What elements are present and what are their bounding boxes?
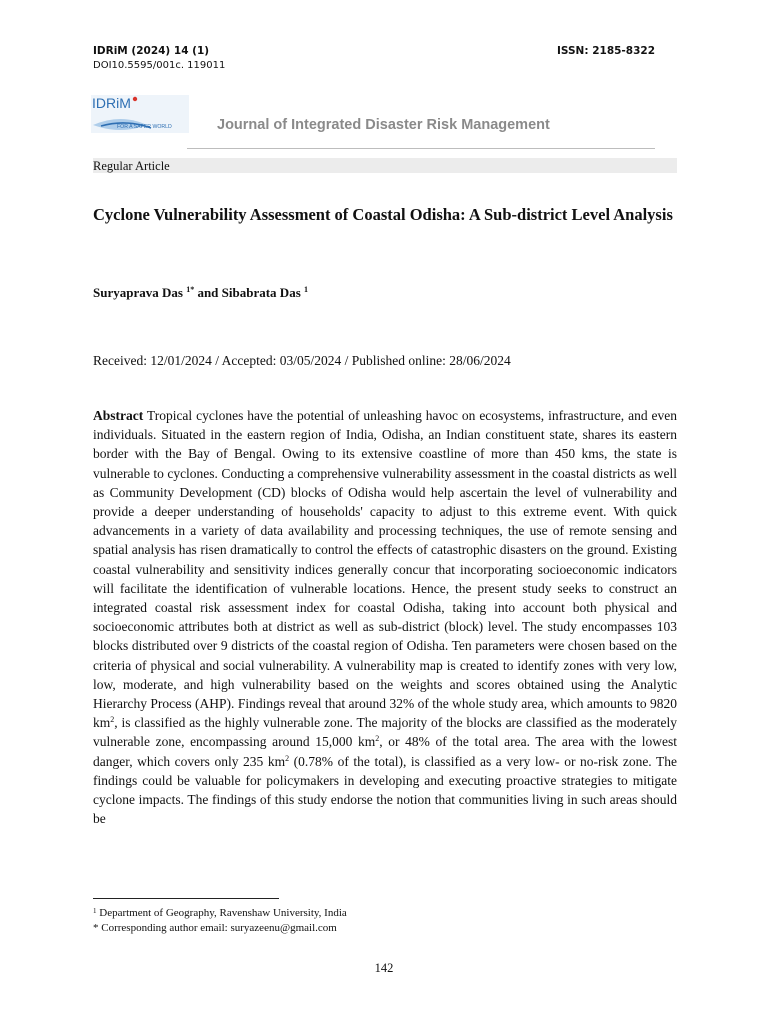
footnote-affiliation: [93, 907, 347, 919]
journal-name: [217, 117, 550, 133]
article-type: Regular Article: [93, 159, 170, 173]
superscript-2: 2: [375, 734, 380, 744]
journal-word-5: Management: [461, 117, 550, 133]
journal-word-4: Risk: [426, 117, 462, 133]
superscript-2: 2: [110, 715, 115, 725]
abstract-label: Abstract: [93, 408, 144, 423]
journal-word-2: Integrated: [291, 117, 366, 133]
abstract-text-4: (0.78% of the total), is classified as a very low- or no-risk zone. The findings could be valuable for policymakers in developing and executing proactive strategies to mitigate cyclone impacts. The findings of this study endorse the notion that communities living in such areas should be: [93, 753, 677, 827]
publication-dates: Received: 12/01/2024 / Accepted: 03/05/2024 / Published online: 28/06/2024: [93, 353, 511, 368]
author-2-affiliation: 1: [304, 285, 309, 294]
authors: [93, 285, 308, 301]
author-and: and: [197, 285, 219, 300]
journal-issue: IDRiM (2024) 14 (1): [93, 45, 210, 57]
footnote-mark: 1: [93, 907, 97, 915]
logo-text: IDRiM: [92, 95, 131, 111]
doi: DOI10.5595/001c. 119011: [93, 60, 226, 71]
page-number: 142: [374, 961, 394, 975]
author-2: Sibabrata Das: [221, 285, 301, 300]
issn: ISSN: 2185-8322: [557, 45, 656, 57]
footnote-corresponding-author: * Corresponding author email: suryazeenu@gmail.com: [93, 922, 337, 934]
article-type-bar: [93, 158, 677, 173]
journal-word-3: Disaster: [365, 117, 427, 133]
author-1-affiliation: 1*: [186, 285, 195, 294]
idrim-logo: [91, 95, 189, 133]
header-divider: [187, 148, 655, 149]
footnote-affiliation-text: Department of Geography, Ravenshaw University, India: [99, 907, 347, 919]
abstract-text-3: , or 48% of the total area. The area with the lowest danger, which covers only 235 km: [93, 734, 677, 769]
footnote-divider: [93, 898, 279, 899]
author-1: Suryaprava Das: [93, 285, 183, 300]
abstract-text-1: Tropical cyclones have the potential of unleashing havoc on ecosystems, infrastructure, and even individuals. Situated in the eastern region of India, Odisha, an Indian constituent state, shares its eastern border with the Bay of Bengal. Owing to its extensive coastline of more than 450 kms, the state is vulnerable to cyclones. Conducting a comprehensive vulnerability assessment in the coastal districts as well as Community Development (CD) blocks of Odisha would help ascertain the level of vulnerability and provide a deeper understanding of households' capacity to adjust to this extreme event. With quick advancements in a variety of data availability and processing techniques, the use of remote sensing and spatial analysis has risen dramatically to control the effects of catastrophic disasters on the ground. Existing coastal vulnerability and sensitivity indices generally concur that incorporating socioeconomic indicators will facilitate the identification of vulnerable locations. Hence, the present study seeks to construct an integrated coastal risk assessment index for coastal Odisha, taking into account both physical and socioeconomic attributes both at district as well as sub-district (block) level. The study encompasses 103 blocks distributed over 9 districts of the coastal region of Odisha. Ten parameters were chosen based on the criteria of physical and social vulnerability. A vulnerability map is created to identify zones with very low, low, moderate, and high vulnerability based on the weights and scores obtained using the Analytic Hierarchy Process (AHP). Findings reveal that around 32% of the whole study area, which amounts to 9820 km: [93, 408, 677, 731]
journal-word-1: Journal of: [217, 117, 292, 133]
abstract: [93, 406, 677, 828]
superscript-2: 2: [285, 753, 290, 763]
logo-tagline: FOR A SAFER WORLD: [117, 124, 172, 130]
abstract-text-2: , is classified as the highly vulnerable zone. The majority of the blocks are classified as the moderately vulnerable zone, encompassing around 15,000 km: [93, 715, 677, 750]
article-title: Cyclone Vulnerability Assessment of Coastal Odisha: A Sub-district Level Analysis: [93, 205, 673, 224]
